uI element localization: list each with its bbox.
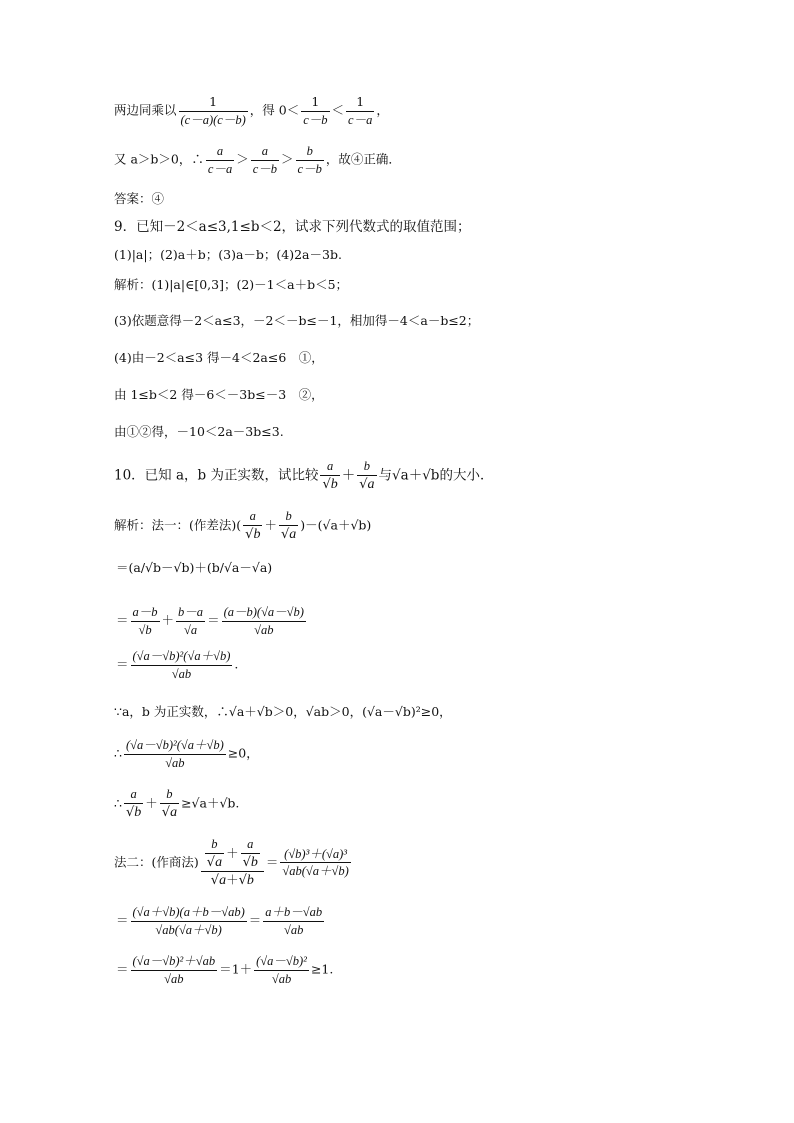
fraction	[176, 606, 205, 636]
method1-step2	[116, 606, 308, 636]
text: ，	[376, 102, 389, 118]
question-9: 9．已知－2＜a≤3,1≤b＜2，试求下列代数式的取值范围；	[114, 219, 471, 235]
fraction	[251, 145, 279, 175]
text: ＞	[236, 151, 249, 167]
text: ＞	[281, 151, 294, 167]
text: －(√a＋√b)	[305, 517, 372, 533]
text: 又 a＞b＞0，∴	[114, 151, 204, 167]
denominator: (c－a)(c－b)	[180, 112, 246, 127]
numerator: (a－b)(√a－√b)	[223, 605, 304, 619]
numerator: 1	[311, 94, 320, 109]
numerator: (√a＋√b)(a＋b－√ab)	[132, 905, 245, 919]
numerator: (√a－√b)²(√a＋√b)	[125, 738, 224, 752]
text: 两边同乘以	[114, 102, 177, 118]
line-multiply	[114, 96, 389, 126]
denominator: √ab	[254, 970, 309, 986]
method1-therefore	[114, 739, 259, 769]
fraction	[296, 145, 324, 175]
fraction	[131, 606, 160, 636]
numerator: b	[306, 144, 313, 158]
numerator: (√a－√b)²＋√ab	[132, 954, 216, 968]
text: .	[234, 656, 239, 672]
denominator: c－b	[303, 112, 328, 127]
fraction	[206, 145, 234, 175]
fraction: $\frac{a}{√b}$	[245, 509, 261, 542]
denominator: √a	[176, 621, 205, 637]
text: ≥1.	[310, 961, 334, 977]
numerator: (√a－√b)²(√a＋√b)	[132, 649, 231, 663]
method1-step3	[116, 650, 238, 680]
fraction: $\frac{b}{√a}$	[161, 787, 178, 820]
numerator: a＋b－√ab	[265, 905, 323, 919]
text: ，故④正确．	[325, 151, 401, 167]
denominator: c－a	[207, 161, 233, 176]
denominator: c－b	[252, 161, 278, 176]
method2-header: 法二：(作商法) $\frac{b}{√a}$ ＋ $\frac{a}{√b}$ √a＋√b ＝ $\frac{\text{(√b)³＋(√a)³}}{√ab(√a+√b)}$	[114, 837, 349, 888]
numerator: (√a－√b)²	[256, 954, 307, 968]
text: 与√a＋√b的大小．	[378, 467, 494, 484]
solution-9-part4: (4)由－2＜a≤3 得－4＜2a≤6 ①，	[114, 350, 324, 365]
fraction	[131, 955, 218, 985]
denominator: √ab	[131, 970, 218, 986]
numerator: 1	[209, 94, 218, 109]
fraction	[222, 606, 306, 636]
text: 1＋	[231, 961, 253, 977]
question-10: 10．已知 a，b 为正实数，试比较 $\frac{a}{√b}$ ＋ $\frac{b}{√a}$ 与√a＋√b的大小．	[114, 459, 494, 492]
text: 解析：法一：(作差法)	[114, 517, 237, 533]
denominator: √ab(√a＋√b)	[131, 921, 247, 937]
solution-9-part3: (3)依题意得－2＜a≤3，－2＜－b≤－1，相加得－4＜a－b≤2；	[114, 313, 480, 328]
text: ＝	[116, 656, 129, 672]
denominator: √ab	[131, 665, 233, 681]
denominator: √ab	[124, 754, 226, 770]
fraction	[301, 96, 329, 126]
solution-9-step2: 由 1≤b＜2 得－6＜－3b≤－3 ②，	[114, 387, 324, 402]
fraction	[131, 906, 247, 936]
fraction	[179, 96, 248, 126]
text: ≥√a＋√b.	[181, 795, 240, 811]
text: ∴	[114, 795, 122, 811]
text: ＝	[116, 612, 129, 628]
method2-step1: ＝ $\frac{(√a+√b)(a+b-√ab)}{√ab(√a+√b)}$ ＝ $\frac{a+b-√ab}{√ab}$	[116, 905, 323, 937]
denominator: c－b	[297, 161, 322, 176]
fraction: $\frac{b}{√a}$	[359, 459, 375, 492]
question-9-items: (1)|a|；(2)a＋b；(3)a－b；(4)2a－3b.	[114, 247, 342, 262]
numerator: b－a	[178, 605, 204, 619]
answer: 答案：④	[114, 191, 165, 206]
fraction	[280, 848, 350, 878]
fraction	[263, 906, 324, 936]
fraction	[254, 955, 309, 985]
numerator: 1	[356, 94, 365, 109]
text: ≥0，	[227, 745, 259, 761]
numerator: a	[261, 144, 268, 158]
denominator: √ab(√a＋√b)	[282, 864, 349, 879]
compound-fraction: $\frac{b}{√a}$ ＋ $\frac{a}{√b}$ √a＋√b	[201, 838, 264, 888]
fraction	[124, 739, 226, 769]
fraction	[346, 96, 374, 126]
text: ，得 0＜	[249, 102, 300, 118]
method1-conclusion: ∴ $\frac{a}{√b}$ ＋ $\frac{b}{√a}$ ≥√a＋√b.	[114, 787, 240, 820]
numerator: a	[216, 144, 224, 158]
denominator: √ab	[263, 921, 324, 937]
solution-9-result: 由①②得，－10＜2a－3b≤3.	[114, 424, 284, 439]
fraction: $\frac{a}{√b}$	[125, 787, 142, 820]
solution-9-part1-2: 解析：(1)|a|∈[0,3]；(2)－1＜a＋b＜5；	[114, 277, 349, 292]
line-compare	[114, 145, 401, 175]
fraction: $\frac{a}{√b}$	[322, 459, 338, 492]
text: ∴	[114, 745, 122, 761]
denominator: c－a	[348, 112, 373, 127]
method2-step2: ＝ $\frac{\text{(√a－√b)²＋√ab}}{√ab}$ ＝1＋ $\frac{\text{(√a－√b)²}}{√ab}$ ≥1.	[116, 954, 334, 986]
numerator: a－b	[132, 605, 158, 619]
text: 10．已知 a，b 为正实数，试比较	[114, 467, 319, 484]
numerator: (√b)³＋(√a)³	[284, 846, 348, 861]
method1-header: 解析：法一：(作差法)( $\frac{a}{√b}$ ＋ $\frac{b}{√a}$ )－(√a＋√b)	[114, 509, 372, 542]
denominator: √b	[131, 621, 160, 637]
text: ＋	[161, 612, 175, 628]
method1-step1: ＝(a/√b－√b)＋(b/√a－√a)	[116, 560, 273, 575]
text: ＜	[331, 102, 345, 118]
fraction: $\frac{b}{√a}$	[280, 509, 297, 542]
text: ＝	[207, 612, 220, 628]
text: 法二：(作商法)	[114, 854, 199, 870]
method1-condition: ∵a，b 为正实数，∴√a＋√b＞0，√ab＞0，(√a－√b)²≥0，	[114, 704, 452, 719]
denominator: √ab	[222, 621, 306, 637]
fraction	[131, 650, 233, 680]
